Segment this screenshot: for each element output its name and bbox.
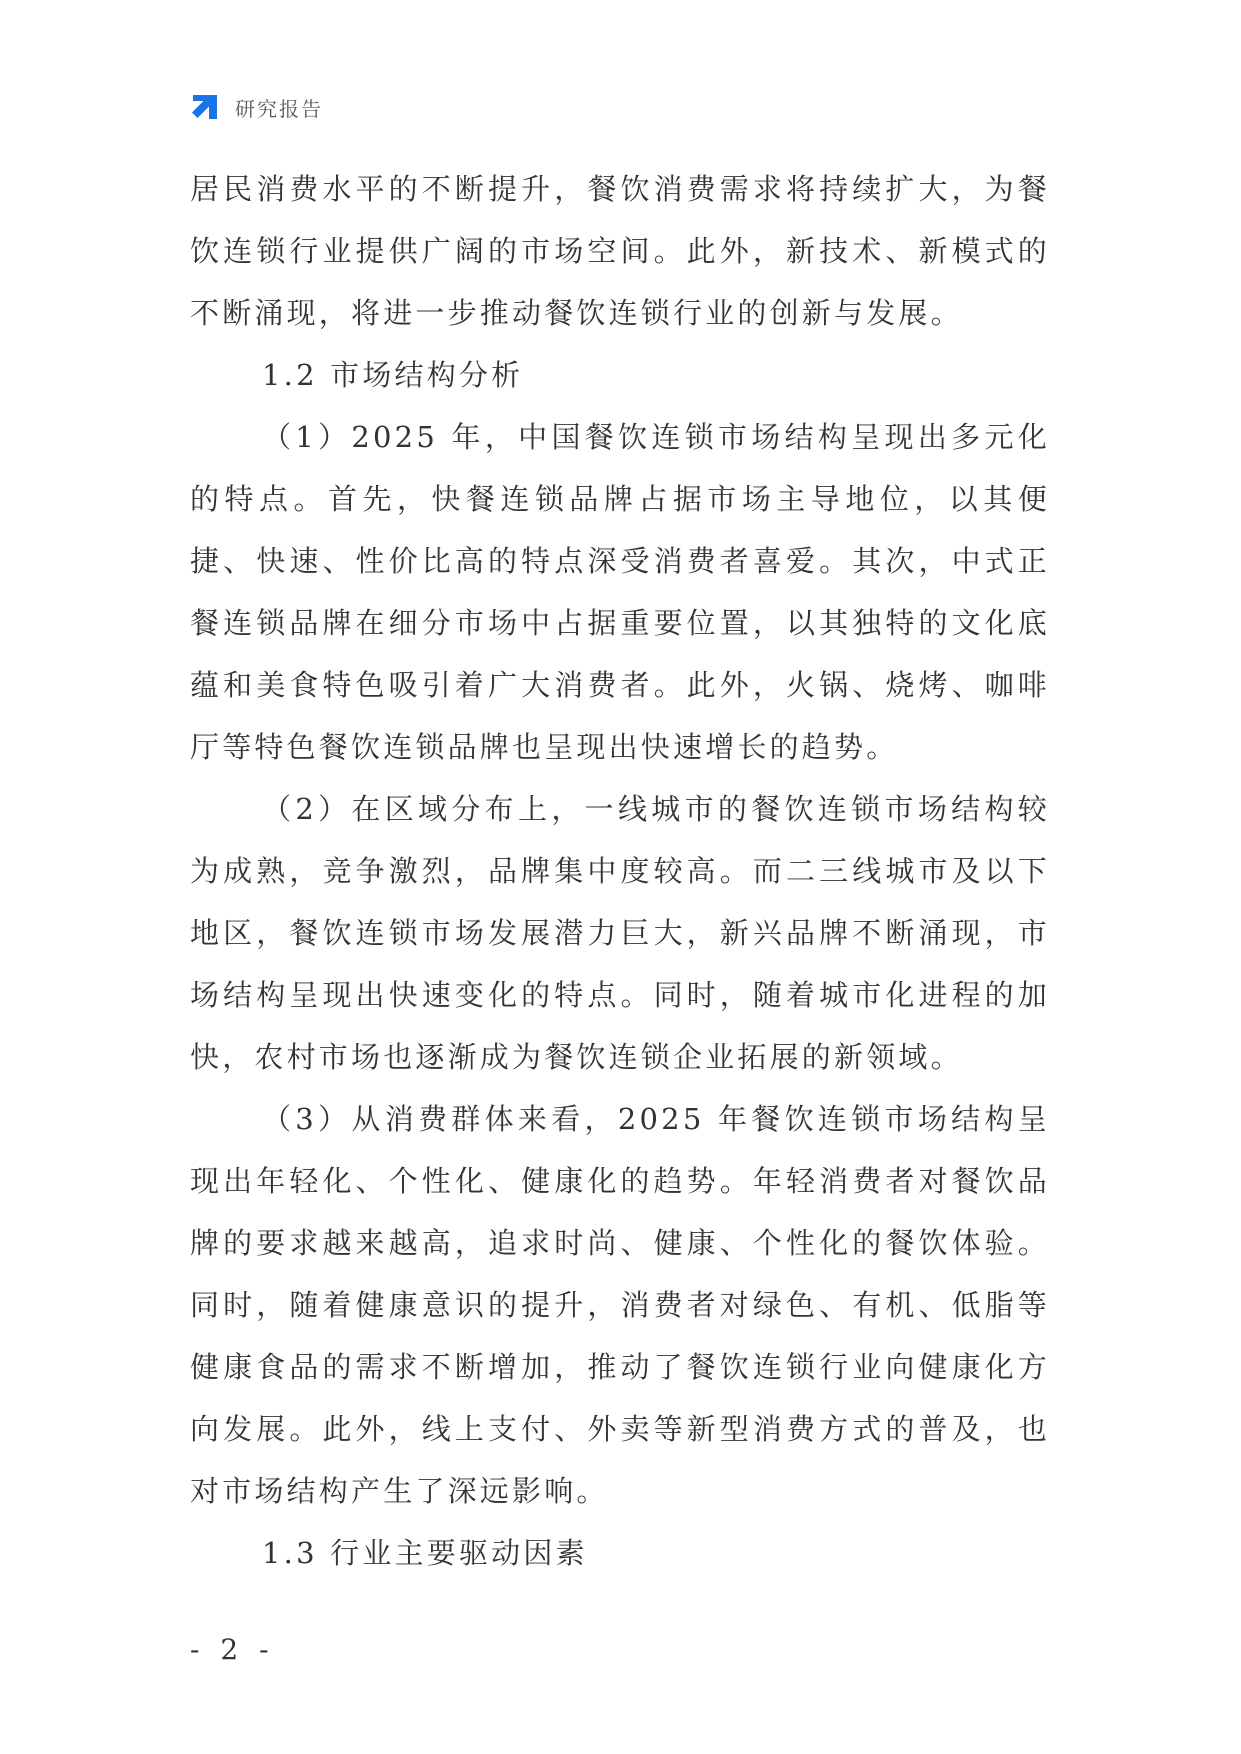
report-body <box>190 158 1050 1584</box>
paragraph-1: （1）2025 年，中国餐饮连锁市场结构呈现出多元化的特点。首先，快餐连锁品牌占据市场主导地位，以其便捷、快速、性价比高的特点深受消费者喜爱。其次，中式正餐连锁品牌在细分市场中占据重要位置，以其独特的文化底蕴和美食特色吸引着广大消费者。此外，火锅、烧烤、咖啡厅等特色餐饮连锁品牌也呈现出快速增长的趋势。 <box>190 420 1050 764</box>
report-header <box>189 90 323 124</box>
section-heading-1-3: 1.3 行业主要驱动因素 <box>262 1536 588 1570</box>
arrow-logo-icon <box>189 91 221 123</box>
page-number: - 2 - <box>190 1633 275 1666</box>
section-heading-1-2: 1.2 市场结构分析 <box>262 358 524 392</box>
header-title: 研究报告 <box>235 96 323 121</box>
paragraph-3: （3）从消费群体来看，2025 年餐饮连锁市场结构呈现出年轻化、个性化、健康化的趋势。年轻消费者对餐饮品牌的要求越来越高，追求时尚、健康、个性化的餐饮体验。同时，随着健康意识的提升，消费者对绿色、有机、低脂等健康食品的需求不断增加，推动了餐饮连锁行业向健康化方向发展。此外，线上支付、外卖等新型消费方式的普及，也对市场结构产生了深远影响。 <box>190 1102 1050 1508</box>
intro-paragraph: 居民消费水平的不断提升，餐饮消费需求将持续扩大，为餐饮连锁行业提供广阔的市场空间。此外，新技术、新模式的不断涌现，将进一步推动餐饮连锁行业的创新与发展。 <box>190 172 1050 330</box>
paragraph-2: （2）在区域分布上，一线城市的餐饮连锁市场结构较为成熟，竞争激烈，品牌集中度较高。而二三线城市及以下地区，餐饮连锁市场发展潜力巨大，新兴品牌不断涌现，市场结构呈现出快速变化的特点。同时，随着城市化进程的加快，农村市场也逐渐成为餐饮连锁企业拓展的新领域。 <box>190 792 1050 1074</box>
